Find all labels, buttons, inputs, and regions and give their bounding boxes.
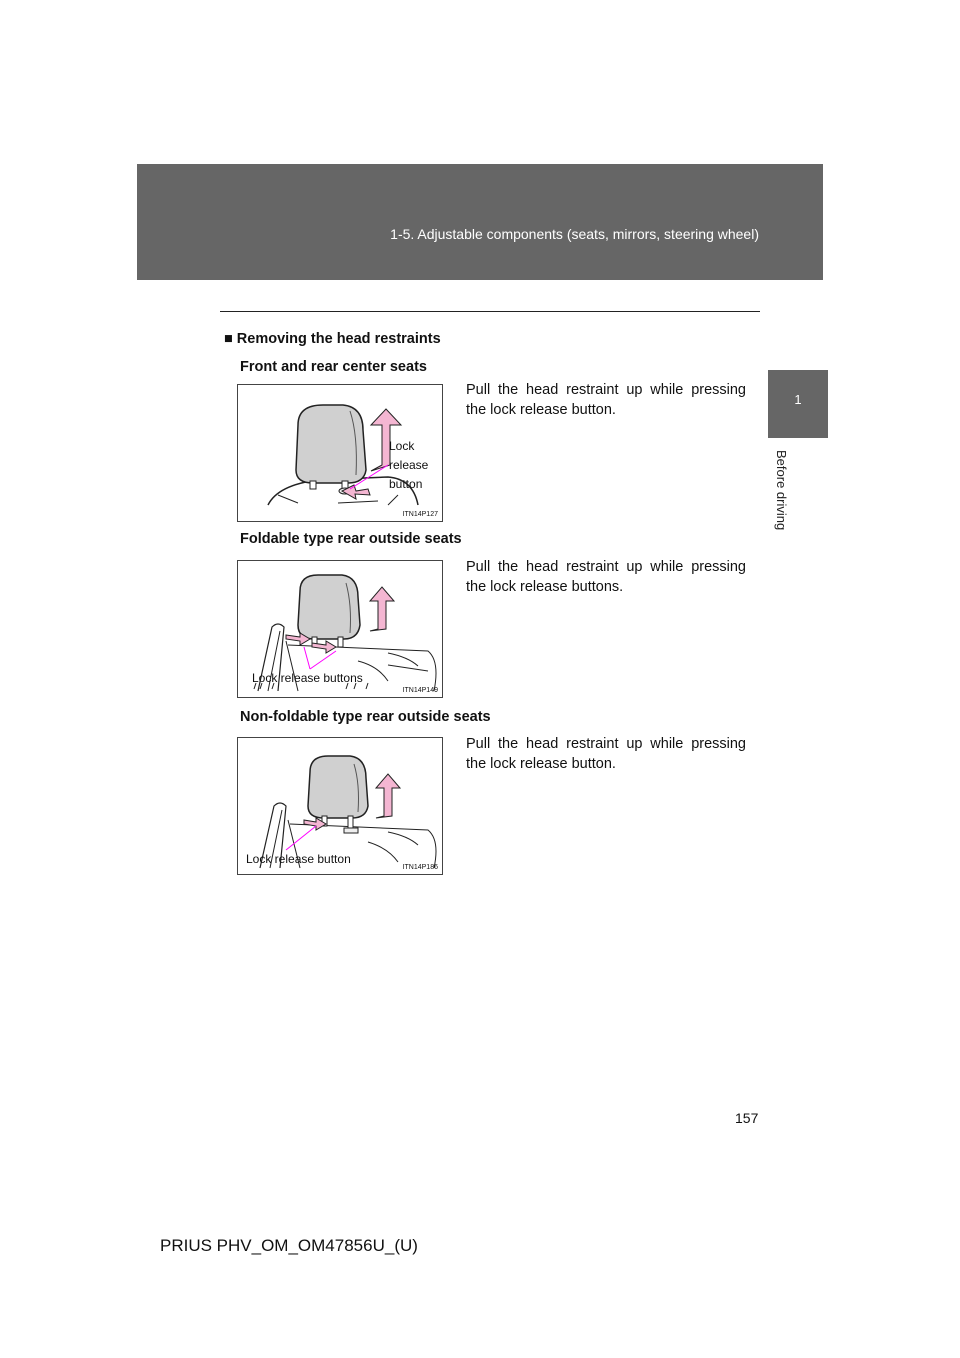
page-number: 157 xyxy=(735,1110,759,1126)
header-title: 1-5. Adjustable components (seats, mirrors, steering wheel) xyxy=(390,226,759,242)
section-heading xyxy=(224,331,441,347)
item-heading-front-center: Front and rear center seats xyxy=(240,359,427,375)
figure-label: Lock release button xyxy=(246,852,351,866)
item-text-foldable: Pull the head restraint up while pressing the lock release buttons. xyxy=(466,559,746,595)
header-band xyxy=(137,164,823,280)
chapter-label: Before driving xyxy=(774,450,789,531)
figure-non-foldable xyxy=(237,737,443,875)
figure-code: ITN14P127 xyxy=(402,511,438,518)
item-heading-foldable: Foldable type rear outside seats xyxy=(240,531,462,547)
item-text-non-foldable: Pull the head restraint up while pressing the lock release button. xyxy=(466,736,746,772)
chapter-number: 1 xyxy=(794,392,802,407)
document-code: PRIUS PHV_OM_OM47856U_(U) xyxy=(160,1236,418,1255)
figure-label: Lock release buttons xyxy=(252,671,363,685)
item-heading-non-foldable: Non-foldable type rear outside seats xyxy=(240,709,491,725)
figure-code: ITN14P149 xyxy=(402,687,438,694)
figure-foldable xyxy=(237,560,443,698)
figure-front-center xyxy=(237,384,443,522)
figure-code: ITN14P186 xyxy=(402,864,438,871)
section-marker: ■ xyxy=(224,331,233,347)
section-divider xyxy=(220,311,760,312)
chapter-tab xyxy=(768,370,828,438)
section-heading-text: Removing the head restraints xyxy=(236,331,441,347)
item-text-front-center: Pull the head restraint up while pressing the lock release button. xyxy=(466,382,746,418)
figure-label: Lock release button xyxy=(389,439,429,491)
